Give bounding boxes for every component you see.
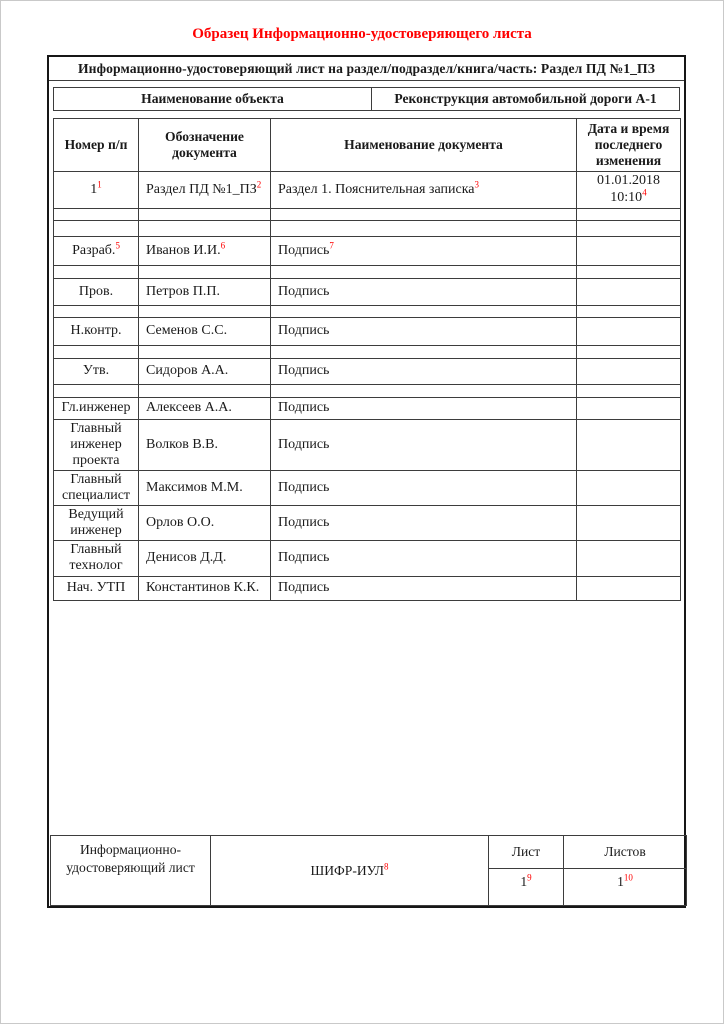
empty-cell <box>271 208 577 220</box>
empty-cell <box>577 208 681 220</box>
footnote-5: 5 <box>115 239 120 250</box>
signature-sign-cell: Подпись <box>271 358 577 384</box>
footnote-8: 8 <box>383 860 389 871</box>
title-block-table <box>50 835 687 906</box>
footnote-2: 2 <box>256 179 262 190</box>
footnote-6: 6 <box>220 240 226 251</box>
signature-row-utv <box>54 358 681 384</box>
empty-cell <box>577 220 681 236</box>
spacer-row <box>54 305 681 317</box>
signature-role-cell: Главный инженер проекта <box>54 419 139 470</box>
signature-name-cell: Алексеев А.А. <box>139 397 271 419</box>
footer-cipher: ШИФР-ИУЛ <box>310 862 384 878</box>
signature-sign: Подпись <box>278 242 330 258</box>
document-row <box>54 172 681 209</box>
footnote-7: 7 <box>329 240 334 251</box>
spacer-row <box>54 265 681 278</box>
signature-sign-cell: Подпись <box>271 541 577 576</box>
document-number-cell <box>54 172 139 209</box>
signature-row-gltehnolog <box>54 541 681 576</box>
empty-cell <box>577 506 681 541</box>
signature-name-cell: Сидоров А.А. <box>139 358 271 384</box>
signature-name-cell: Орлов О.О. <box>139 506 271 541</box>
object-name-label: Наименование объекта <box>54 88 372 111</box>
empty-cell <box>577 345 681 358</box>
empty-cell <box>54 305 139 317</box>
document-designation: Раздел ПД №1_ПЗ <box>146 181 257 197</box>
footer-cipher-cell <box>211 836 489 906</box>
empty-cell <box>577 265 681 278</box>
title-block-header-row <box>51 836 687 869</box>
signature-name-cell: Константинов К.К. <box>139 576 271 600</box>
sheet-frame <box>47 55 686 908</box>
spacer-row <box>54 220 681 236</box>
empty-cell <box>139 220 271 236</box>
signature-role-cell: Гл.инженер <box>54 397 139 419</box>
object-name-value: Реконструкция автомобильной дороги А-1 <box>372 88 680 111</box>
empty-cell <box>271 345 577 358</box>
signature-row-glinzhener <box>54 397 681 419</box>
signature-name-cell: Петров П.П. <box>139 278 271 305</box>
signature-role-cell: Ведущий инженер <box>54 506 139 541</box>
signature-row-vedinzhener <box>54 506 681 541</box>
footnote-4: 4 <box>642 187 647 198</box>
documents-header-row <box>54 119 681 172</box>
signature-name-cell: Денисов Д.Д. <box>139 541 271 576</box>
signature-sign-cell: Подпись <box>271 278 577 305</box>
document-name-cell <box>271 172 577 209</box>
footer-sheets-label: Листов <box>564 836 687 869</box>
signature-name-cell: Семенов С.С. <box>139 317 271 345</box>
col-header-number: Номер п/п <box>54 119 139 172</box>
signature-sign-cell: Подпись <box>271 506 577 541</box>
empty-cell <box>139 208 271 220</box>
empty-cell <box>577 236 681 265</box>
col-header-date: Дата и время последнего изменения <box>577 119 681 172</box>
signature-row-razrab <box>54 236 681 265</box>
document-designation-cell <box>139 172 271 209</box>
empty-cell <box>139 345 271 358</box>
signature-row-glspec <box>54 470 681 505</box>
document-date-cell <box>577 172 681 209</box>
footer-doc-type: Информационно-удостоверяющий лист <box>51 836 211 906</box>
signature-role-cell: Н.контр. <box>54 317 139 345</box>
signature-role-cell: Нач. УТП <box>54 576 139 600</box>
empty-cell <box>577 397 681 419</box>
signature-role: Разраб. <box>72 242 116 258</box>
document-number: 1 <box>90 181 98 197</box>
empty-cell <box>577 358 681 384</box>
empty-cell <box>271 220 577 236</box>
empty-cell <box>271 305 577 317</box>
signature-name-cell <box>139 236 271 265</box>
signature-sign-cell: Подпись <box>271 576 577 600</box>
signature-role-cell: Утв. <box>54 358 139 384</box>
signature-row-prov <box>54 278 681 305</box>
empty-cell <box>139 265 271 278</box>
signature-sign-cell: Подпись <box>271 317 577 345</box>
signature-row-nkontr <box>54 317 681 345</box>
signature-row-nachutp <box>54 576 681 600</box>
empty-cell <box>54 265 139 278</box>
footer-sheets-value: 1 <box>617 874 624 889</box>
signature-role-cell: Главный технолог <box>54 541 139 576</box>
documents-table <box>53 118 681 601</box>
document-name: Раздел 1. Пояснительная записка <box>278 181 475 197</box>
empty-cell <box>577 470 681 505</box>
empty-cell <box>139 305 271 317</box>
empty-cell <box>54 384 139 397</box>
spacer-row <box>54 345 681 358</box>
sheet-header: Информационно-удостоверяющий лист на раздел/подраздел/книга/часть: Раздел ПД №1_ПЗ <box>49 57 684 81</box>
empty-cell <box>271 265 577 278</box>
signature-sign-cell: Подпись <box>271 397 577 419</box>
empty-cell <box>54 208 139 220</box>
footnote-1: 1 <box>97 179 102 190</box>
signature-sign-cell: Подпись <box>271 419 577 470</box>
document-date: 01.01.2018 <box>597 173 660 189</box>
empty-cell <box>577 317 681 345</box>
footer-sheet-value-cell <box>489 869 564 906</box>
signature-sign-cell: Подпись <box>271 470 577 505</box>
spacer-row <box>54 208 681 220</box>
spacer-row <box>54 384 681 397</box>
empty-cell <box>577 541 681 576</box>
signature-row-gip <box>54 419 681 470</box>
empty-cell <box>577 576 681 600</box>
object-table <box>53 87 680 111</box>
footnote-3: 3 <box>474 179 479 190</box>
empty-cell <box>271 384 577 397</box>
empty-cell <box>577 419 681 470</box>
col-header-designation: Обозначение документа <box>139 119 271 172</box>
footer-sheets-value-cell <box>564 869 687 906</box>
signature-name-cell: Волков В.В. <box>139 419 271 470</box>
signature-role-cell: Главный специалист <box>54 470 139 505</box>
col-header-name: Наименование документа <box>271 119 577 172</box>
signature-sign-cell <box>271 236 577 265</box>
empty-cell <box>577 305 681 317</box>
document-time: 10:10 <box>610 189 643 205</box>
empty-cell <box>139 384 271 397</box>
document-time-line <box>579 187 678 207</box>
empty-cell <box>577 384 681 397</box>
signature-name-cell: Максимов М.М. <box>139 470 271 505</box>
empty-cell <box>577 278 681 305</box>
signature-role-cell: Пров. <box>54 278 139 305</box>
footer-sheet-value: 1 <box>520 874 528 889</box>
footnote-9: 9 <box>527 872 532 883</box>
page-title: Образец Информационно-удостоверяющего листа <box>192 26 532 42</box>
footnote-10: 10 <box>623 872 633 883</box>
object-row <box>54 88 680 111</box>
empty-cell <box>54 345 139 358</box>
signature-name: Иванов И.И. <box>146 242 221 258</box>
signature-role-cell <box>54 236 139 265</box>
empty-cell <box>54 220 139 236</box>
footer-sheet-label: Лист <box>489 836 564 869</box>
